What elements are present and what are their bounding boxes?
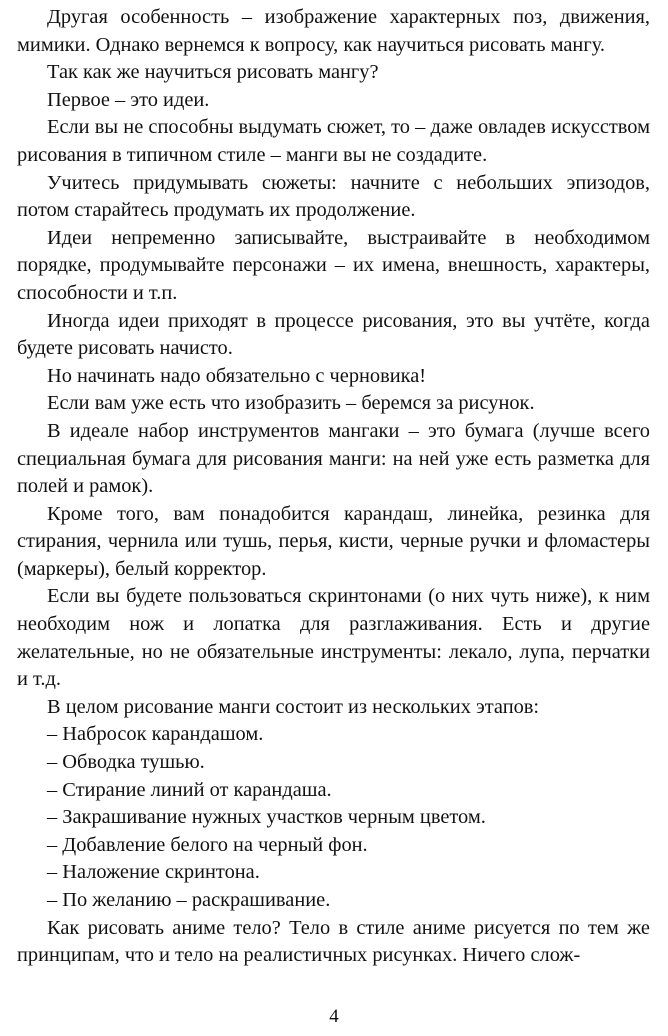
paragraph: Другая особенность – изображение характерных поз, движения, мимики. Однако вернемся к вопросу, как научиться рисовать мангу.: [17, 6, 650, 56]
paragraph: Идеи непременно записывайте, выстраивайте в необходимом порядке, продумывайте персонажи – их имена, внешность, характеры, способности и т.п.: [17, 226, 650, 304]
list-item: – По желанию – раскрашивание.: [47, 889, 331, 911]
stages-list: [17, 721, 650, 914]
paragraph: Если вам уже есть что изобразить – беремся за рисунок.: [47, 392, 535, 415]
page-body: [17, 4, 650, 970]
page-number: 4: [329, 1006, 339, 1027]
paragraph: Кроме того, вам понадобится карандаш, линейка, резинка для стирания, чернила или тушь, перья, кисти, черные ручки и фломастеры (маркеры), белый корректор.: [17, 502, 650, 580]
paragraph: Первое – это идеи.: [47, 88, 210, 111]
paragraph: Если вы будете пользоваться скринтонами (о них чуть ниже), к ним необходим нож и лопатка для разглаживания. Есть и другие желательные, но не обязательные инструменты: лекало, лупа, перчатки и т.д.: [17, 585, 650, 691]
list-item: – Обводка тушью.: [47, 751, 205, 774]
paragraph: Иногда идеи приходят в процессе рисования, это вы учтёте, когда будете рисовать начисто.: [17, 309, 650, 360]
list-item: – Закрашивание нужных участков черным цветом.: [47, 806, 486, 829]
list-item: – Добавление белого на черный фон.: [47, 833, 368, 856]
paragraph: Но начинать надо обязательно с черновика!: [47, 364, 427, 387]
list-item: – Наложение скринтона.: [47, 861, 260, 884]
list-item: – Набросок карандашом.: [47, 723, 264, 746]
list-item: – Стирание линий от карандаша.: [47, 778, 332, 801]
paragraph: Так как же научиться рисовать мангу?: [47, 61, 379, 84]
paragraph: Если вы не способны выдумать сюжет, то – даже овладев искусством рисования в типичном стиле – манги вы не создадите.: [17, 116, 650, 166]
paragraph: Как рисовать аниме тело? Тело в стиле аниме рисуется по тем же принципам, что и тело на реалистичных рисунках. Ничего слож-: [17, 916, 650, 967]
paragraph: В идеале набор инструментов мангаки – это бумага (лучше всего специальная бумага для рисования манги: на ней уже есть разметка для полей и рамок).: [17, 419, 650, 498]
paragraph: В целом рисование манги состоит из нескольких этапов:: [47, 695, 540, 718]
paragraph: Учитесь придумывать сюжеты: начните с небольших эпизодов, потом старайтесь продумать их продолжение.: [17, 171, 650, 222]
